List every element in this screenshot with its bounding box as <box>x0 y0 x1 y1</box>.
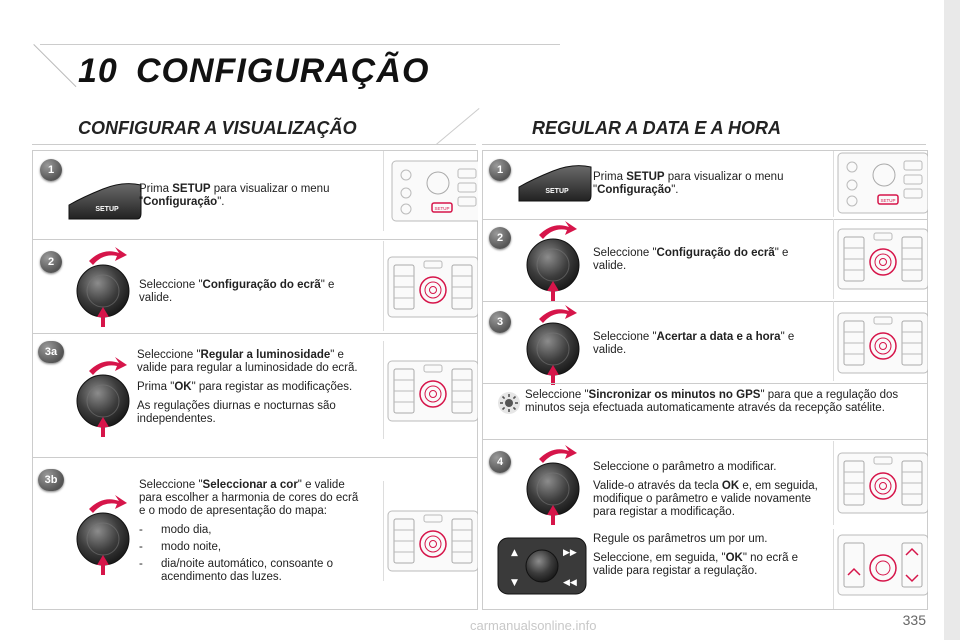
right-step-4-thumbnail-b <box>833 529 928 609</box>
left-section-title: CONFIGURAR A VISUALIZAÇÃO <box>78 118 357 138</box>
right-step-3-thumbnail <box>833 301 928 381</box>
header-rule <box>40 44 560 45</box>
left-step-1-badge: 1 <box>40 159 62 181</box>
right-steps-panel <box>482 150 928 610</box>
setup-button-label: SETUP <box>95 206 119 213</box>
svg-text:▶▶: ▶▶ <box>563 548 577 558</box>
left-step-3a-text: Seleccione "Regular a luminosidade" e valide para regular a luminosidade do ecrã. Prima "OK" para registar as modificações. As regulações diurnas e nocturnas são independentes. <box>137 349 358 425</box>
left-step-1-text: Prima SETUP para visualizar o menu "Configuração". <box>139 183 330 208</box>
right-step-4-badge: 4 <box>489 451 511 473</box>
header-diagonal <box>33 44 76 87</box>
svg-text:▲: ▲ <box>511 548 518 558</box>
list-item: - modo dia, <box>139 524 212 536</box>
setup-button-label: SETUP <box>545 188 569 195</box>
svg-text:▼: ▼ <box>511 578 518 588</box>
left-step-3b-text: Seleccione "Seleccionar a cor" e valide para escolher a harmonia de cores do ecrã e o modo de apresentação do mapa: - modo dia, - modo noite, - dia/noite automático, consoante o acendimento das luzes. <box>139 479 365 588</box>
rotary-knob-icon[interactable] <box>73 357 133 439</box>
right-step-1-badge: 1 <box>489 159 511 181</box>
right-step-4-text: Seleccione o parâmetro a modificar. Valide-o através da tecla OK e, em seguida, modifique o parâmetro e valide novamente para registar a modificação. Regule os parâmetros um por um. Seleccione, em seguida, "OK" no ecrã e valide para registar a regulação. <box>593 461 818 577</box>
right-step-2-thumbnail <box>833 219 928 299</box>
left-step-2-badge: 2 <box>40 251 62 273</box>
left-section-header <box>32 108 476 145</box>
right-separator-4 <box>483 439 927 440</box>
right-step-3-text: Seleccione "Acertar a data e a hora" e valide. <box>593 331 795 356</box>
watermark: carmanualsonline.info <box>470 618 597 633</box>
page-number: 335 <box>902 612 926 628</box>
left-step-3b-badge: 3b <box>38 469 64 491</box>
right-step-2-badge: 2 <box>489 227 511 249</box>
rotary-knob-icon[interactable] <box>73 495 133 577</box>
left-step-2-thumbnail <box>383 241 478 331</box>
rotary-knob-icon[interactable] <box>523 445 583 527</box>
chapter-title: CONFIGURAÇÃO <box>136 52 430 90</box>
rotary-knob-icon[interactable] <box>523 221 583 303</box>
left-separator-2 <box>33 333 477 334</box>
rotary-knob-icon[interactable] <box>523 305 583 387</box>
left-step-3b-thumbnail <box>383 481 478 581</box>
right-section-title: REGULAR A DATA E A HORA <box>532 118 781 138</box>
list-item: - modo noite, <box>139 541 222 553</box>
light-bulb-icon <box>497 391 521 415</box>
right-separator-3 <box>483 383 927 384</box>
directional-pad-icon[interactable] <box>497 537 587 595</box>
rotary-knob-icon[interactable] <box>73 247 133 329</box>
left-separator-1 <box>33 239 477 240</box>
left-step-3a-badge: 3a <box>38 341 64 363</box>
left-steps-panel <box>32 150 478 610</box>
chapter-number: 10 <box>78 52 118 90</box>
svg-text:◀◀: ◀◀ <box>563 578 577 588</box>
right-section-header <box>482 108 926 145</box>
setup-button-icon[interactable] <box>513 161 593 205</box>
left-separator-3 <box>33 457 477 458</box>
right-step-3-badge: 3 <box>489 311 511 333</box>
setup-button-icon[interactable] <box>63 179 143 223</box>
page-edge-strip <box>944 0 960 640</box>
list-item: - dia/noite automático, consoante o acendimento das luzes. <box>139 558 333 583</box>
gps-sync-tip: Seleccione "Sincronizar os minutos no GPS" para que a regulação dos minutos seja efectuada automaticamente através da recepção satélite. <box>525 389 899 414</box>
right-step-4-thumbnail-a <box>833 441 928 525</box>
left-step-2-text: Seleccione "Configuração do ecrã" e valide. <box>139 279 335 304</box>
right-step-2-text: Seleccione "Configuração do ecrã" e valide. <box>593 247 789 272</box>
left-step-3a-thumbnail <box>383 341 478 439</box>
right-step-1-text: Prima SETUP para visualizar o menu "Configuração". <box>593 171 784 196</box>
left-header-diagonal <box>436 108 480 145</box>
left-step-1-thumbnail <box>383 151 478 231</box>
right-step-1-thumbnail <box>833 151 928 217</box>
